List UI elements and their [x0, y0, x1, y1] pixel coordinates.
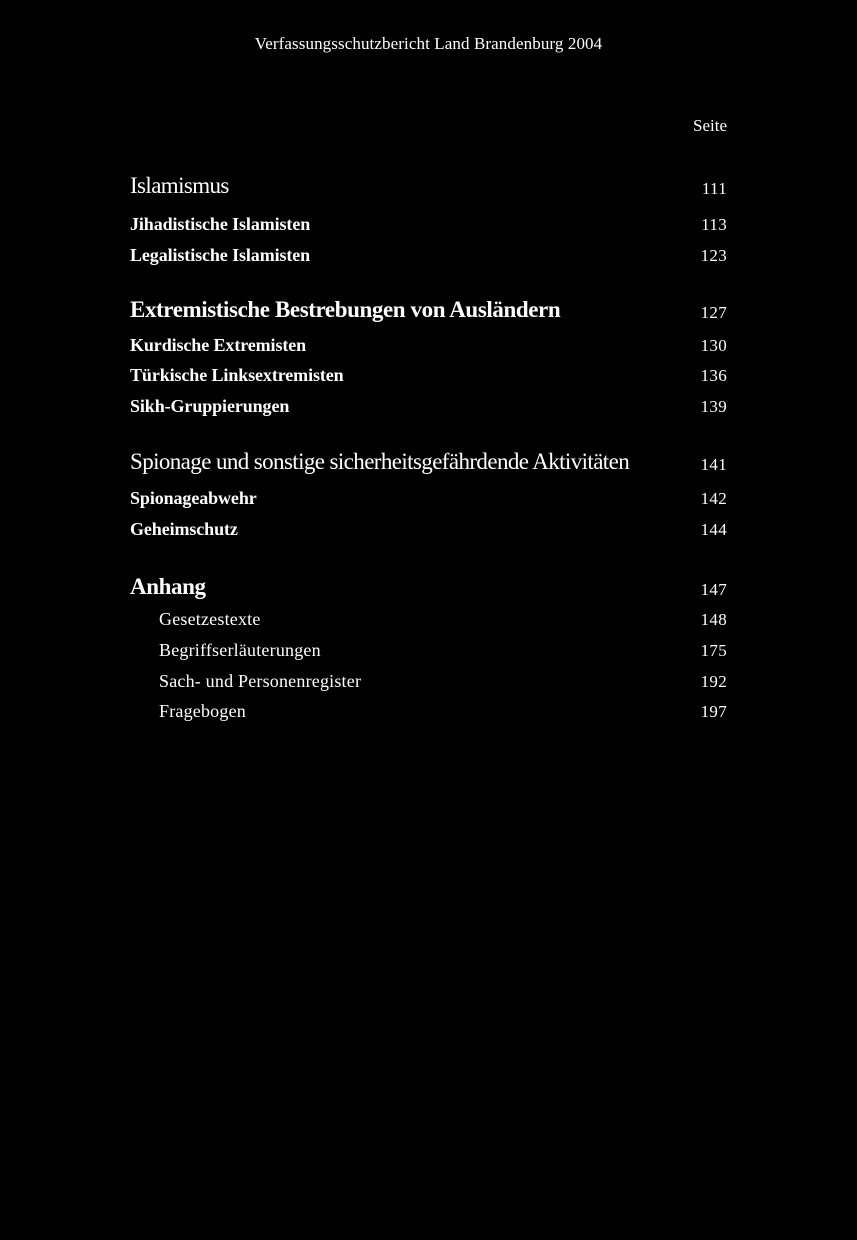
toc-entry-kurdische-extremisten[interactable] — [130, 330, 727, 360]
toc-entry-sikh-gruppierungen[interactable] — [130, 391, 727, 421]
toc-entry-geheimschutz[interactable] — [130, 514, 727, 544]
toc-entry-anhang[interactable] — [130, 574, 727, 604]
toc-entry-title: Spionage und sonstige sicherheitsgefährdende Aktivitäten — [130, 449, 630, 474]
toc-entry-title: Begriffserläuterungen — [159, 640, 321, 660]
toc-entry-islamismus[interactable] — [130, 173, 727, 203]
toc-entry-title: Fragebogen — [159, 701, 246, 721]
toc-entry-legalistische-islamisten[interactable] — [130, 240, 727, 270]
toc-entry-page: 197 — [700, 702, 727, 721]
toc-entry-extremistische-bestrebungen[interactable] — [130, 297, 727, 327]
toc-entry-page: 141 — [700, 455, 727, 474]
toc-entry-page: 130 — [700, 336, 727, 355]
toc-entry-tuerkische-linksextremisten[interactable] — [130, 360, 727, 390]
toc-entry-title: Sach- und Personenregister — [159, 671, 362, 691]
toc-entry-spionage[interactable] — [130, 449, 727, 479]
toc-entry-page: 144 — [700, 520, 727, 539]
page-column-label: Seite — [693, 116, 727, 135]
toc-entry-title: Legalistische Islamisten — [130, 245, 311, 265]
toc-entry-gesetzestexte[interactable] — [130, 604, 727, 634]
toc-entry-title: Islamismus — [130, 173, 229, 198]
toc-entry-title: Spionageabwehr — [130, 488, 257, 508]
toc-entry-page: 147 — [700, 580, 727, 599]
toc-entry-title: Geheimschutz — [130, 519, 238, 539]
toc-entry-title: Gesetzestexte — [159, 609, 261, 629]
toc-entry-title: Jihadistische Islamisten — [130, 214, 311, 234]
toc-entry-title: Türkische Linksextremisten — [130, 365, 344, 385]
toc-entry-title: Extremistische Bestrebungen von Ausländern — [130, 297, 561, 322]
toc-entry-page: 127 — [700, 303, 727, 322]
toc-entry-page: 148 — [700, 610, 727, 629]
toc-entry-page: 192 — [700, 672, 727, 691]
toc-entry-begriffserlaeuterungen[interactable] — [130, 635, 727, 665]
toc-entry-page: 139 — [700, 397, 727, 416]
toc-entry-page: 123 — [700, 246, 727, 265]
toc-entry-title: Sikh-Gruppierungen — [130, 396, 290, 416]
toc-entry-jihadistische-islamisten[interactable] — [130, 209, 727, 239]
toc-entry-title: Kurdische Extremisten — [130, 335, 307, 355]
toc-entry-page: 175 — [700, 641, 727, 660]
toc-entry-sach-und-personenregister[interactable] — [130, 666, 727, 696]
toc-entry-page: 142 — [700, 489, 727, 508]
toc-entry-page: 136 — [700, 366, 727, 385]
toc-entry-title: Anhang — [130, 574, 206, 599]
toc-entry-page: 113 — [701, 215, 727, 234]
toc-entry-spionageabwehr[interactable] — [130, 483, 727, 513]
running-header: Verfassungsschutzbericht Land Brandenburg 2004 — [254, 34, 603, 53]
toc-entry-fragebogen[interactable] — [130, 696, 727, 726]
toc-entry-page: 111 — [701, 179, 727, 198]
